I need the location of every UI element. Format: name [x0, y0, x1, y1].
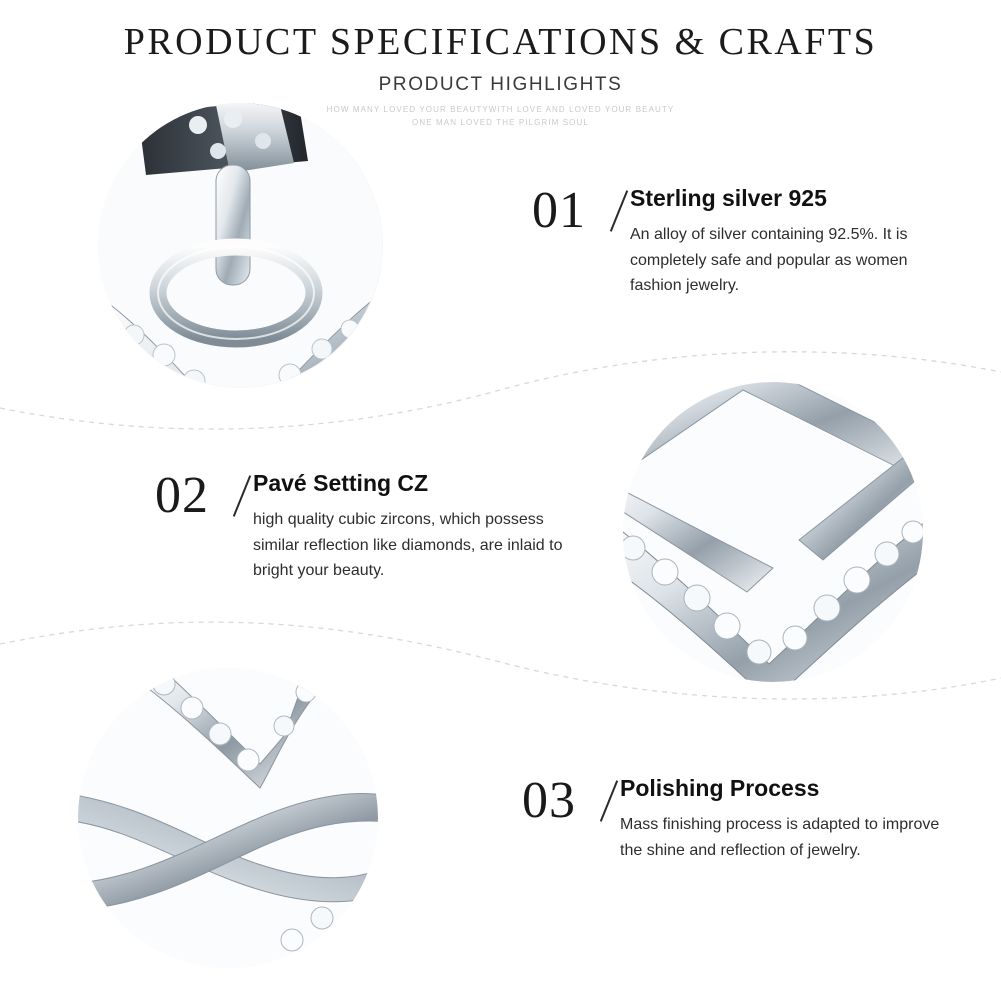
feature-block-2: [155, 467, 575, 584]
feature-number-3: 03: [522, 772, 576, 829]
infinity-illustration: [78, 668, 378, 968]
clasp-illustration: [98, 103, 383, 388]
page-title: PRODUCT SPECIFICATIONS & CRAFTS: [123, 21, 878, 63]
pave-illustration: [623, 382, 923, 682]
feature-title-1: Sterling silver 925: [630, 185, 827, 211]
feature-text-1: An alloy of silver containing 92.5%. It is completely safe and popular as women fashion jewelry.: [630, 225, 908, 295]
feature-text-3: Mass finishing process is adapted to improve the shine and reflection of jewelry.: [620, 815, 940, 859]
feature-block-3: [522, 772, 942, 863]
decorative-microtext-line-1: HOW MANY LOVED YOUR BEAUTYWITH LOVE AND LOVED YOUR BEAUTY: [326, 105, 675, 114]
product-photo-pave-cz: [623, 382, 923, 682]
page-subtitle: PRODUCT HIGHLIGHTS: [378, 74, 623, 95]
feature-number-slash-3: [600, 780, 618, 822]
product-photo-polishing: [78, 668, 378, 968]
feature-text-2: high quality cubic zircons, which possess similar reflection like diamonds, are inlaid to bright your beauty.: [253, 510, 563, 580]
feature-title-3: Polishing Process: [620, 775, 820, 801]
feature-number-1: 01: [532, 182, 586, 239]
feature-number-2: 02: [155, 467, 209, 524]
feature-number-slash-2: [233, 475, 251, 517]
feature-title-2: Pavé Setting CZ: [253, 470, 429, 496]
feature-number-slash-1: [610, 190, 628, 232]
product-photo-sterling-silver: [98, 103, 383, 388]
decorative-microtext-line-2: ONE MAN LOVED THE PILGRIM SOUL: [412, 118, 589, 127]
feature-block-1: [532, 182, 932, 299]
